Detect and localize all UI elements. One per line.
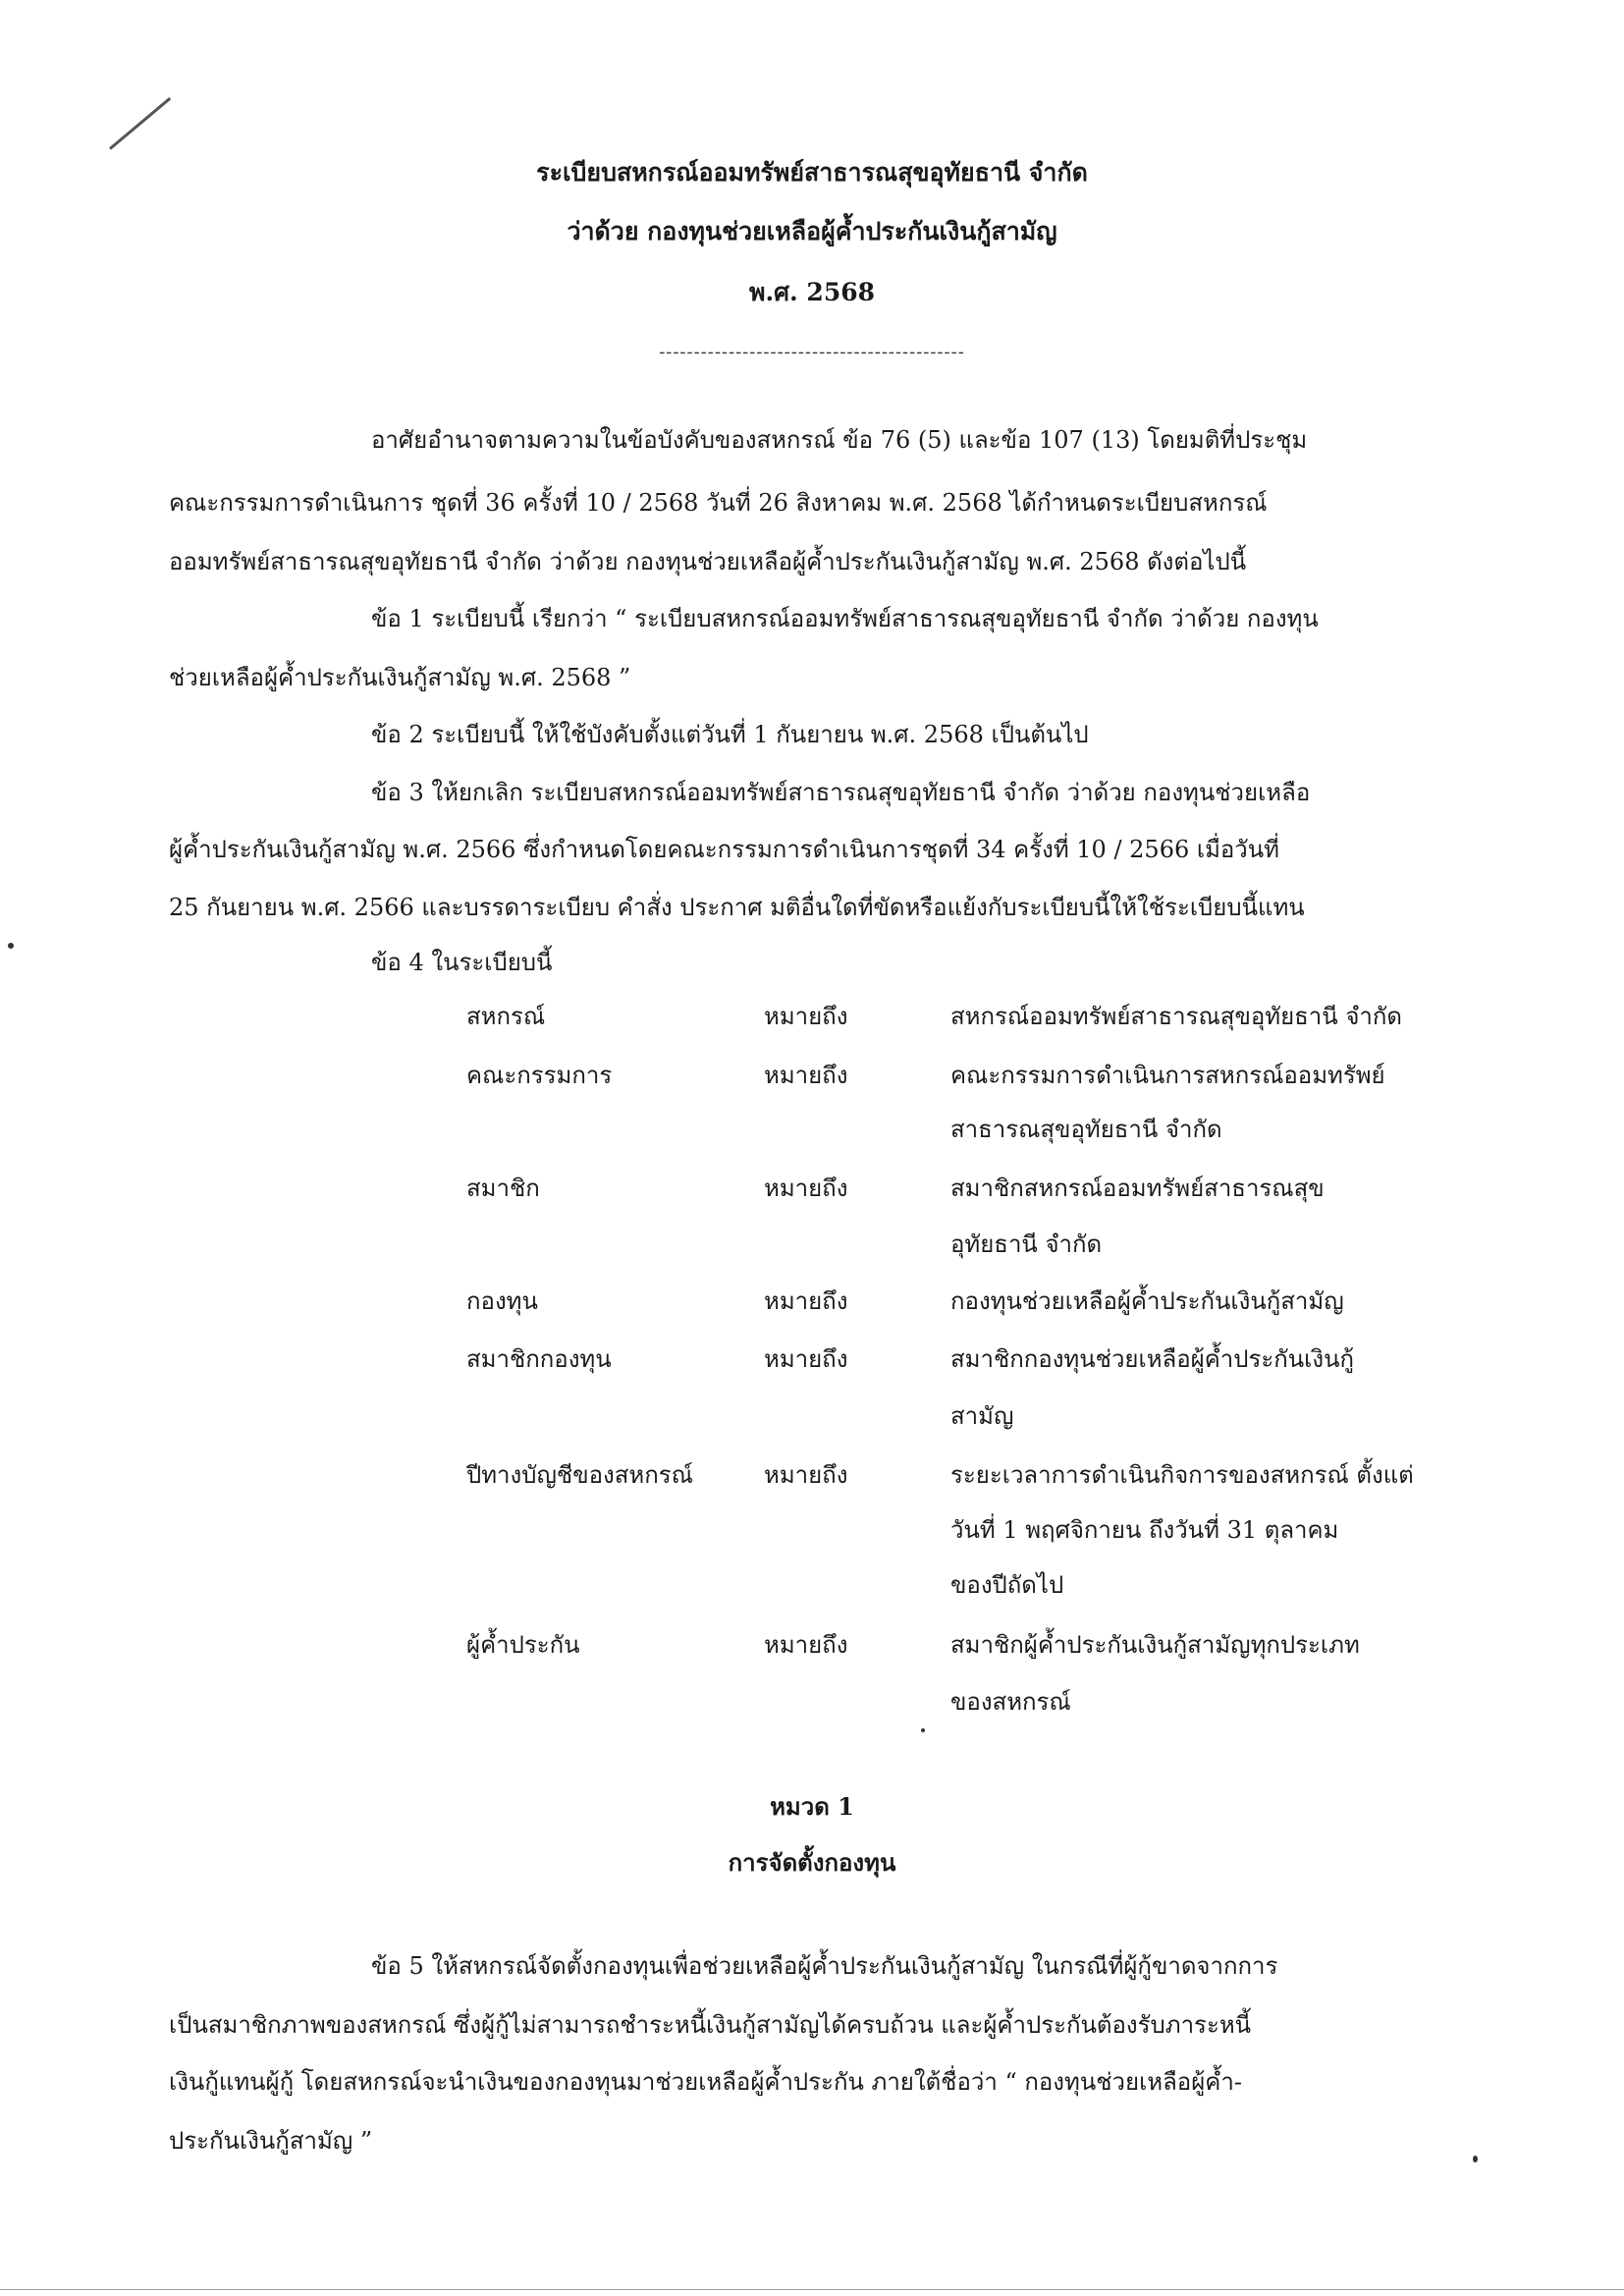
definition-means: หมายถึง <box>764 1003 848 1030</box>
definition-text: คณะกรรมการดำเนินการสหกรณ์ออมทรัพย์ <box>950 1062 1385 1089</box>
clause-5-line-2: เป็นสมาชิกภาพของสหกรณ์ ซึ่งผู้กู้ไม่สามารถชำระหนี้เงินกู้สามัญได้ครบถ้วน และผู้ค้ำประกันต้องรับภาระหนี้ <box>169 2011 1252 2039</box>
clause-5-line-1: ข้อ 5 ให้สหกรณ์จัดตั้งกองทุนเพื่อช่วยเหลือผู้ค้ำประกันเงินกู้สามัญ ในกรณีที่ผู้กู้ขาดจากการ <box>371 1952 1278 1980</box>
doc-title-year: พ.ศ. 2568 <box>748 278 876 306</box>
clause-5-line-4: ประกันเงินกู้สามัญ ” <box>169 2127 373 2155</box>
definition-text: กองทุนช่วยเหลือผู้ค้ำประกันเงินกู้สามัญ <box>950 1287 1344 1315</box>
page-edge-line <box>0 2289 1624 2290</box>
definition-means: หมายถึง <box>764 1287 848 1315</box>
definition-means: หมายถึง <box>764 1461 848 1489</box>
definition-text: สมาชิกสหกรณ์ออมทรัพย์สาธารณสุข <box>950 1175 1325 1202</box>
definition-text: สมาชิกกองทุนช่วยเหลือผู้ค้ำประกันเงินกู้ <box>950 1345 1355 1373</box>
definition-text: อุทัยธานี จำกัด <box>950 1230 1103 1258</box>
preamble-line-2: คณะกรรมการดำเนินการ ชุดที่ 36 ครั้งที่ 10 / 2568 วันที่ 26 สิงหาคม พ.ศ. 2568 ได้กำหนดระเบียบสหกรณ์ <box>169 489 1268 517</box>
definition-means: หมายถึง <box>764 1062 848 1089</box>
clause-5-line-3: เงินกู้แทนผู้กู้ โดยสหกรณ์จะนำเงินของกองทุนมาช่วยเหลือผู้ค้ำประกัน ภายใต้ชื่อว่า “ กองทุนช่วยเหลือผู้ค้ำ- <box>169 2068 1242 2096</box>
clause-4: ข้อ 4 ในระเบียบนี้ <box>371 949 553 976</box>
definition-term: กองทุน <box>466 1287 538 1315</box>
definition-term: สหกรณ์ <box>466 1003 546 1030</box>
definition-text: วันที่ 1 พฤศจิกายน ถึงวันที่ 31 ตุลาคม <box>950 1516 1339 1544</box>
clause-2: ข้อ 2 ระเบียบนี้ ให้ใช้บังคับตั้งแต่วันที่ 1 กันยายน พ.ศ. 2568 เป็นต้นไป <box>371 721 1089 748</box>
scan-speck <box>8 943 14 949</box>
definition-means: หมายถึง <box>764 1345 848 1373</box>
definition-text: ของสหกรณ์ <box>950 1688 1071 1716</box>
clause-1-line-2: ช่วยเหลือผู้ค้ำประกันเงินกู้สามัญ พ.ศ. 2568 ” <box>169 664 631 691</box>
definition-text: สมาชิกผู้ค้ำประกันเงินกู้สามัญทุกประเภท <box>950 1631 1360 1659</box>
chapter-title: การจัดตั้งกองทุน <box>728 1848 896 1877</box>
definition-term: สมาชิก <box>466 1175 540 1202</box>
definition-text: สามัญ <box>950 1402 1014 1430</box>
pen-mark <box>109 97 171 150</box>
definition-text: ระยะเวลาการดำเนินกิจการของสหกรณ์ ตั้งแต่ <box>950 1461 1414 1489</box>
definition-means: หมายถึง <box>764 1631 848 1659</box>
definition-term: ปีทางบัญชีของสหกรณ์ <box>466 1461 693 1489</box>
definition-term: คณะกรรมการ <box>466 1062 613 1089</box>
definition-term: สมาชิกกองทุน <box>466 1345 612 1373</box>
clause-1-line-1: ข้อ 1 ระเบียบนี้ เรียกว่า “ ระเบียบสหกรณ์ออมทรัพย์สาธารณสุขอุทัยธานี จำกัด ว่าด้วย กองทุน <box>371 605 1319 632</box>
definition-means: หมายถึง <box>764 1175 848 1202</box>
clause-3-line-1: ข้อ 3 ให้ยกเลิก ระเบียบสหกรณ์ออมทรัพย์สาธารณสุขอุทัยธานี จำกัด ว่าด้วย กองทุนช่วยเหลือ <box>371 779 1311 806</box>
scan-speck <box>921 1728 925 1732</box>
definition-term: ผู้ค้ำประกัน <box>466 1631 580 1659</box>
scan-speck <box>1473 2156 1478 2162</box>
preamble-line-1: อาศัยอำนาจตามความในข้อบังคับของสหกรณ์ ข้อ 76 (5) และข้อ 107 (13) โดยมติที่ประชุม <box>371 426 1308 454</box>
doc-title-line1: ระเบียบสหกรณ์ออมทรัพย์สาธารณสุขอุทัยธานี จำกัด <box>536 158 1088 187</box>
clause-3-line-2: ผู้ค้ำประกันเงินกู้สามัญ พ.ศ. 2566 ซึ่งกำหนดโดยคณะกรรมการดำเนินการชุดที่ 34 ครั้งที่ 10 / 2566 เมื่อวันที่ <box>169 836 1279 863</box>
definition-text: สาธารณสุขอุทัยธานี จำกัด <box>950 1116 1222 1143</box>
chapter-number: หมวด 1 <box>770 1792 854 1821</box>
definition-text: ของปีถัดไป <box>950 1571 1064 1599</box>
definition-text: สหกรณ์ออมทรัพย์สาธารณสุขอุทัยธานี จำกัด <box>950 1003 1402 1030</box>
title-separator: -------------------------------------------- <box>659 342 965 362</box>
clause-3-line-3: 25 กันยายน พ.ศ. 2566 และบรรดาระเบียบ คำสั่ง ประกาศ มติอื่นใดที่ขัดหรือแย้งกับระเบียบนี้ให้ใช้ระเบียบนี้แทน <box>169 894 1305 921</box>
doc-title-line2: ว่าด้วย กองทุนช่วยเหลือผู้ค้ำประกันเงินกู้สามัญ <box>567 217 1057 246</box>
preamble-line-3: ออมทรัพย์สาธารณสุขอุทัยธานี จำกัด ว่าด้วย กองทุนช่วยเหลือผู้ค้ำประกันเงินกู้สามัญ พ.ศ. 2568 ดังต่อไปนี้ <box>169 548 1247 575</box>
